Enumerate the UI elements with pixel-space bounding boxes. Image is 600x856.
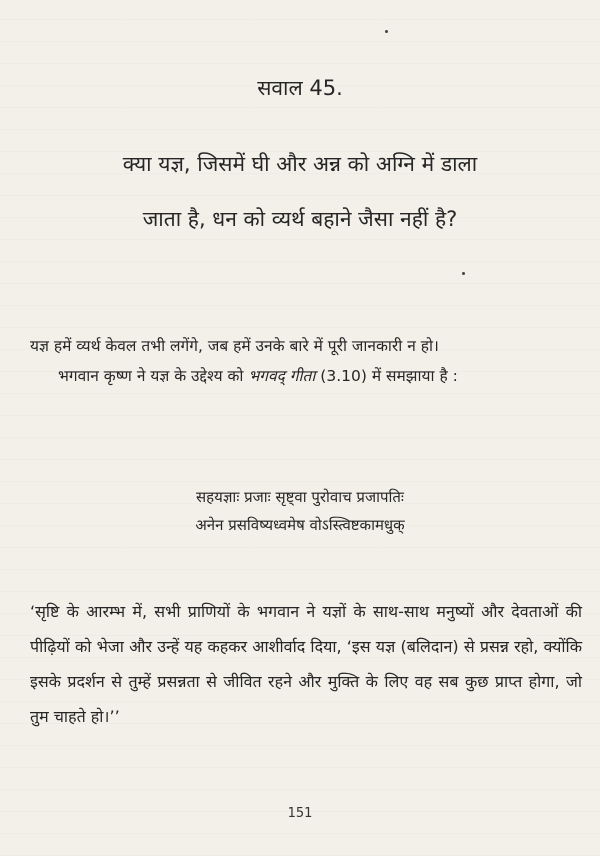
question-number: सवाल 45. xyxy=(257,76,343,100)
paragraph-text: भगवान कृष्ण ने यज्ञ के उद्देश्य को xyxy=(58,367,249,385)
page-number: 151 xyxy=(287,806,313,821)
print-speck xyxy=(385,30,388,33)
answer-paragraph-1: यज्ञ हमें व्यर्थ केवल तभी लगेंगे, जब हमें उनके बारे में पूरी जानकारी न हो। xyxy=(30,337,439,355)
question-line-1: क्या यज्ञ, जिसमें घी और अन्न को अग्नि में डाला xyxy=(122,152,478,176)
verse-translation: ‘सृष्टि के आरम्भ में, सभी प्राणियों के भगवान ने यज्ञों के साथ-साथ मनुष्यों और देवताओं की पीढ़ियों को भेजा और उन्हें यह कहकर आशीर्वाद दिया, ‘इस यज्ञ (बलिदान) से प्रसन्न रहो, क्योंकि इसके प्रदर्शन से तुम्हें प्रसन्नता से जीवित रहने और मुक्ति के लिए वह सब कुछ प्राप्त होगा, जो तुम चाहते हो।’’ xyxy=(30,602,582,726)
sanskrit-verse-line-2: अनेन प्रसविष्यध्वमेष वोऽस्त्विष्टकामधुक् xyxy=(195,516,405,534)
print-speck xyxy=(462,272,465,275)
book-title: भगवद् गीता xyxy=(248,367,316,385)
sanskrit-verse-line-1: सहयज्ञाः प्रजाः सृष्ट्वा पुरोवाच प्रजापतिः xyxy=(196,488,404,506)
paragraph-text: (3.10) में समझाया है : xyxy=(315,367,458,385)
answer-paragraph-2 xyxy=(30,362,580,390)
question-line-2: जाता है, धन को व्यर्थ बहाने जैसा नहीं है? xyxy=(142,207,458,231)
